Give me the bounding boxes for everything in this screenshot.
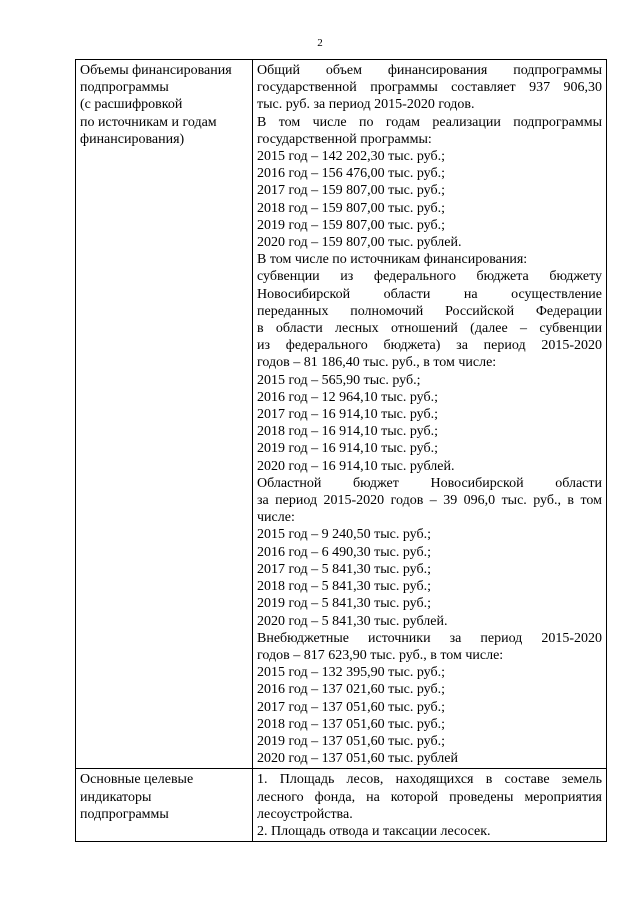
label-line: (с расшифровкой: [80, 97, 183, 113]
extra-budget-year-line: 2018 год – 137 051,60 тыс. руб.;: [257, 716, 445, 732]
label-line: подпрограммы: [80, 80, 169, 96]
page-number: 2: [317, 37, 323, 49]
regional-text-line: Областной бюджет Новосибирской области: [257, 475, 602, 491]
extra-budget-year-line: 2015 год – 132 395,90 тыс. руб.;: [257, 665, 445, 681]
by-source-header: В том числе по источникам финансирования:: [257, 252, 528, 268]
federal-text-line: переданных полномочий Российской Федерации: [257, 303, 602, 319]
indicators-label-cell: [76, 769, 253, 842]
year-amount-line: 2017 год – 159 807,00 тыс. руб.;: [257, 183, 445, 199]
year-amount-line: 2015 год – 142 202,30 тыс. руб.;: [257, 149, 445, 165]
federal-text-line: в области лесных отношений (далее – субвенции: [257, 321, 602, 337]
extra-budget-year-line: 2019 год – 137 051,60 тыс. руб.;: [257, 733, 445, 749]
federal-year-line: 2020 год – 16 914,10 тыс. рублей.: [257, 458, 455, 474]
regional-year-line: 2015 год – 9 240,50 тыс. руб.;: [257, 527, 431, 543]
federal-text-line: субвенции из федерального бюджета бюджету: [257, 269, 602, 285]
regional-year-line: 2020 год – 5 841,30 тыс. рублей.: [257, 613, 448, 629]
year-amount-line: 2020 год – 159 807,00 тыс. рублей.: [257, 235, 462, 251]
year-amount-line: 2016 год – 156 476,00 тыс. руб.;: [257, 166, 445, 182]
label-line: Объемы финансирования: [80, 63, 232, 78]
indicator-line: лесного фонда, на которой проведены мероприятия: [257, 789, 602, 805]
indicator-line: лесоустройства.: [257, 806, 353, 822]
federal-year-line: 2016 год – 12 964,10 тыс. руб.;: [257, 389, 438, 405]
label-line: Основные целевые: [80, 772, 194, 788]
intro-line: государственной программы составляет 937 906,30: [257, 80, 602, 96]
regional-text-line: числе:: [257, 510, 295, 526]
financing-label-cell: [76, 60, 253, 769]
extra-budget-text-line: годов – 817 623,90 тыс. руб., в том числе:: [257, 647, 504, 663]
year-amount-line: 2018 год – 159 807,00 тыс. руб.;: [257, 200, 445, 216]
regional-year-line: 2018 год – 5 841,30 тыс. руб.;: [257, 579, 431, 595]
federal-text-line: Новосибирской области на осуществление: [257, 286, 602, 302]
indicator-line: 2. Площадь отвода и таксации лесосек.: [257, 823, 491, 839]
regional-text-line: за период 2015-2020 годов – 39 096,0 тыс. руб., в том: [257, 493, 602, 509]
regional-year-line: 2016 год – 6 490,30 тыс. руб.;: [257, 544, 431, 560]
financing-content-cell: [253, 60, 607, 769]
year-amount-line: 2019 год – 159 807,00 тыс. руб.;: [257, 217, 445, 233]
regional-year-line: 2019 год – 5 841,30 тыс. руб.;: [257, 596, 431, 612]
extra-budget-text-line: Внебюджетные источники за период 2015-2020: [257, 630, 602, 646]
extra-budget-year-line: 2016 год – 137 021,60 тыс. руб.;: [257, 682, 445, 698]
table-row-financing: [76, 60, 607, 769]
label-line: финансирования): [80, 131, 185, 147]
federal-year-line: 2015 год – 565,90 тыс. руб.;: [257, 372, 421, 388]
label-line: подпрограммы: [80, 806, 169, 822]
table-row-indicators: [76, 769, 607, 842]
subprogram-passport-table: [75, 59, 607, 842]
indicators-content-cell: [253, 769, 607, 842]
federal-year-line: 2017 год – 16 914,10 тыс. руб.;: [257, 407, 438, 423]
indicator-line: 1. Площадь лесов, находящихся в составе земель: [257, 772, 602, 788]
regional-year-line: 2017 год – 5 841,30 тыс. руб.;: [257, 561, 431, 577]
label-line: индикаторы: [80, 789, 152, 805]
federal-text-line: годов – 81 186,40 тыс. руб., в том числе:: [257, 355, 497, 371]
label-line: по источникам и годам: [80, 114, 217, 130]
intro-line: Общий объем финансирования подпрограммы: [257, 63, 602, 78]
intro-line: тыс. руб. за период 2015-2020 годов.: [257, 97, 475, 113]
federal-text-line: из федерального бюджета) за период 2015-2020: [257, 338, 602, 354]
extra-budget-year-line: 2017 год – 137 051,60 тыс. руб.;: [257, 699, 445, 715]
extra-budget-year-line: 2020 год – 137 051,60 тыс. рублей: [257, 751, 458, 767]
by-year-header-line: государственной программы:: [257, 131, 432, 147]
federal-year-line: 2018 год – 16 914,10 тыс. руб.;: [257, 424, 438, 440]
federal-year-line: 2019 год – 16 914,10 тыс. руб.;: [257, 441, 438, 457]
by-year-header-line: В том числе по годам реализации подпрограммы: [257, 114, 602, 130]
